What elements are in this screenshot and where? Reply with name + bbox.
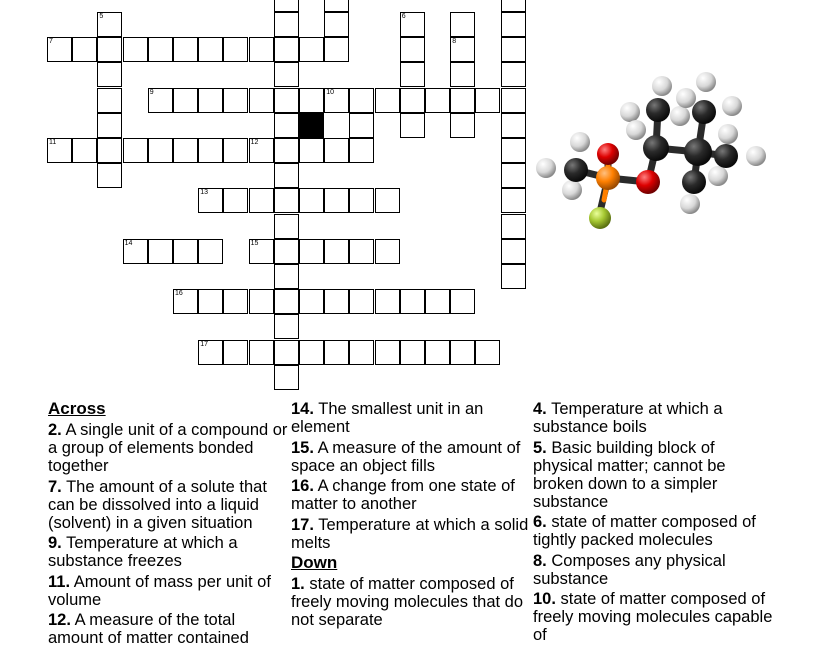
- grid-cell[interactable]: [198, 138, 223, 163]
- grid-cell[interactable]: [375, 239, 400, 264]
- clue-across-14: 14. The smallest unit in an element: [291, 400, 484, 436]
- grid-cell[interactable]: [450, 113, 475, 138]
- grid-cell[interactable]: [349, 340, 374, 365]
- grid-cell[interactable]: [425, 88, 450, 113]
- grid-cell[interactable]: [249, 188, 274, 213]
- grid-cell[interactable]: [249, 340, 274, 365]
- clue-across-15: 15. A measure of the amount of space an object fills: [291, 438, 521, 475]
- grid-cell[interactable]: [375, 340, 400, 365]
- clue-down-8: 8. Composes any physical substance: [533, 551, 726, 588]
- oxygen-atom-top: [597, 143, 619, 165]
- grid-cell[interactable]: [97, 113, 122, 138]
- grid-cell[interactable]: [475, 88, 500, 113]
- grid-cell[interactable]: [173, 138, 198, 163]
- grid-cell[interactable]: [324, 37, 349, 62]
- grid-cell[interactable]: [400, 289, 425, 314]
- clue-across-16: 16. A change from one state of matter to another: [291, 477, 515, 513]
- clue-number-label: 13: [200, 189, 208, 197]
- grid-cell[interactable]: [349, 113, 374, 138]
- grid-cell[interactable]: [349, 138, 374, 163]
- molecule-model-image: [528, 70, 773, 235]
- clue-number-label: 5: [99, 13, 104, 20]
- grid-cell[interactable]: [324, 188, 349, 213]
- grid-cell[interactable]: [123, 138, 148, 163]
- grid-cell[interactable]: [501, 163, 526, 188]
- grid-cell[interactable]: [501, 138, 526, 163]
- grid-cell[interactable]: [375, 289, 400, 314]
- clue-number-label: 11: [49, 139, 57, 146]
- clue-number-label: 6: [401, 13, 406, 20]
- grid-cell[interactable]: [450, 12, 475, 37]
- grid-cell[interactable]: [223, 88, 248, 113]
- clues-column-2: [291, 400, 531, 632]
- grid-cell[interactable]: [198, 37, 223, 62]
- grid-cell[interactable]: [274, 0, 299, 12]
- clue-number-label: 17: [200, 340, 208, 348]
- grid-cell[interactable]: [349, 188, 374, 213]
- grid-cell[interactable]: [324, 12, 349, 37]
- grid-cell[interactable]: [173, 88, 198, 113]
- grid-cell[interactable]: [198, 88, 223, 113]
- grid-cell[interactable]: [349, 289, 374, 314]
- grid-cell[interactable]: [450, 88, 475, 113]
- grid-cell[interactable]: [173, 239, 198, 264]
- fluorine-atom: [589, 207, 611, 229]
- grid-cell[interactable]: [501, 214, 526, 239]
- grid-cell[interactable]: [324, 340, 349, 365]
- grid-cell[interactable]: [223, 37, 248, 62]
- clue-number-label: 9: [149, 88, 154, 96]
- grid-cell[interactable]: [274, 289, 299, 314]
- grid-cell[interactable]: [349, 88, 374, 113]
- grid-cell[interactable]: [223, 138, 248, 163]
- clue-number-label: 8: [452, 38, 457, 46]
- grid-cell[interactable]: [97, 88, 122, 113]
- clue-across-12: 12. A measure of the total amount of matter contained: [48, 611, 249, 647]
- clues-column-1: [48, 400, 288, 650]
- grid-cell[interactable]: [299, 88, 324, 113]
- clue-down-6: 6. state of matter composed of tightly packed molecules: [533, 513, 756, 549]
- black-grid-cell: [299, 113, 324, 138]
- grid-cell[interactable]: [324, 0, 349, 12]
- clue-down-1: 1. state of matter composed of freely moving molecules that do not separate: [291, 575, 524, 629]
- grid-cell[interactable]: [274, 37, 299, 62]
- across-heading: Across: [48, 399, 106, 418]
- grid-cell[interactable]: [400, 340, 425, 365]
- grid-cell[interactable]: [425, 340, 450, 365]
- grid-cell[interactable]: [249, 37, 274, 62]
- clue-down-10: 10. state of matter composed of freely moving molecules capable of: [533, 590, 773, 644]
- grid-cell[interactable]: [148, 239, 173, 264]
- clue-down-5: 5. Basic building block of physical matter; cannot be broken down to a simpler substance: [533, 438, 726, 511]
- clue-number-label: 12: [250, 139, 259, 146]
- grid-cell[interactable]: [375, 88, 400, 113]
- grid-cell[interactable]: [324, 138, 349, 163]
- grid-cell[interactable]: [501, 0, 526, 12]
- grid-cell[interactable]: [173, 37, 198, 62]
- grid-cell[interactable]: [299, 340, 324, 365]
- grid-cell[interactable]: [324, 289, 349, 314]
- grid-cell[interactable]: [274, 188, 299, 213]
- clue-number-label: 15: [250, 239, 259, 247]
- grid-cell[interactable]: [324, 239, 349, 264]
- grid-cell[interactable]: [274, 314, 299, 339]
- grid-cell[interactable]: [400, 113, 425, 138]
- clue-across-9: 9. Temperature at which a substance freezes: [48, 534, 238, 570]
- grid-cell[interactable]: [299, 138, 324, 163]
- grid-cell[interactable]: [249, 289, 274, 314]
- grid-cell[interactable]: [400, 37, 425, 62]
- grid-cell[interactable]: [450, 340, 475, 365]
- clue-across-17: 17. Temperature at which a solid melts: [291, 515, 529, 552]
- grid-cell[interactable]: [400, 88, 425, 113]
- clue-number-label: 14: [124, 239, 133, 247]
- grid-cell[interactable]: [400, 62, 425, 87]
- grid-cell[interactable]: [198, 239, 223, 264]
- grid-cell[interactable]: [475, 340, 500, 365]
- grid-cell[interactable]: [148, 138, 173, 163]
- clue-down-4: 4. Temperature at which a substance boils: [533, 400, 723, 436]
- clues-column-3: [533, 400, 778, 647]
- grid-cell[interactable]: [501, 264, 526, 289]
- grid-cell[interactable]: [450, 62, 475, 87]
- grid-cell[interactable]: [97, 138, 122, 163]
- grid-cell[interactable]: [148, 37, 173, 62]
- grid-cell[interactable]: [223, 340, 248, 365]
- grid-cell[interactable]: [274, 138, 299, 163]
- grid-cell[interactable]: [223, 188, 248, 213]
- down-heading: Down: [291, 553, 338, 572]
- grid-cell[interactable]: [425, 289, 450, 314]
- grid-cell[interactable]: [274, 340, 299, 365]
- grid-cell[interactable]: [274, 365, 299, 390]
- grid-cell[interactable]: [72, 37, 97, 62]
- grid-cell[interactable]: [274, 214, 299, 239]
- grid-cell[interactable]: [274, 62, 299, 87]
- grid-cell[interactable]: [375, 188, 400, 213]
- grid-cell[interactable]: [274, 264, 299, 289]
- phosphorus-atom: [596, 166, 620, 190]
- grid-cell[interactable]: [274, 12, 299, 37]
- clue-across-2: 2. A single unit of a compound or a group of elements bonded together: [48, 421, 288, 475]
- grid-cell[interactable]: [501, 88, 526, 113]
- clue-number-label: 16: [175, 290, 183, 298]
- grid-cell[interactable]: [274, 239, 299, 264]
- grid-cell[interactable]: [72, 138, 97, 163]
- grid-cell[interactable]: [501, 62, 526, 87]
- grid-cell[interactable]: [299, 239, 324, 264]
- grid-cell[interactable]: [249, 88, 274, 113]
- grid-cell[interactable]: [349, 239, 374, 264]
- grid-cell[interactable]: [501, 37, 526, 62]
- grid-cell[interactable]: [299, 37, 324, 62]
- grid-cell[interactable]: [501, 239, 526, 264]
- clue-across-11: 11. Amount of mass per unit of volume: [48, 572, 271, 609]
- grid-cell[interactable]: [501, 188, 526, 213]
- grid-cell[interactable]: [198, 289, 223, 314]
- grid-cell[interactable]: [274, 163, 299, 188]
- grid-cell[interactable]: [123, 37, 148, 62]
- grid-cell[interactable]: [299, 188, 324, 213]
- grid-cell[interactable]: [97, 62, 122, 87]
- clue-number-label: 7: [49, 38, 53, 46]
- clue-across-7: 7. The amount of a solute that can be dissolved into a liquid (solvent) in a given situation: [48, 477, 267, 532]
- grid-cell[interactable]: [97, 163, 122, 188]
- grid-cell[interactable]: [274, 113, 299, 138]
- grid-cell[interactable]: [223, 289, 248, 314]
- oxygen-atom-ester: [636, 170, 660, 194]
- grid-cell[interactable]: [501, 12, 526, 37]
- grid-cell[interactable]: [450, 289, 475, 314]
- grid-cell[interactable]: [501, 113, 526, 138]
- grid-cell[interactable]: [299, 289, 324, 314]
- grid-cell[interactable]: [97, 37, 122, 62]
- grid-cell[interactable]: [274, 88, 299, 113]
- clue-number-label: 10: [326, 88, 334, 96]
